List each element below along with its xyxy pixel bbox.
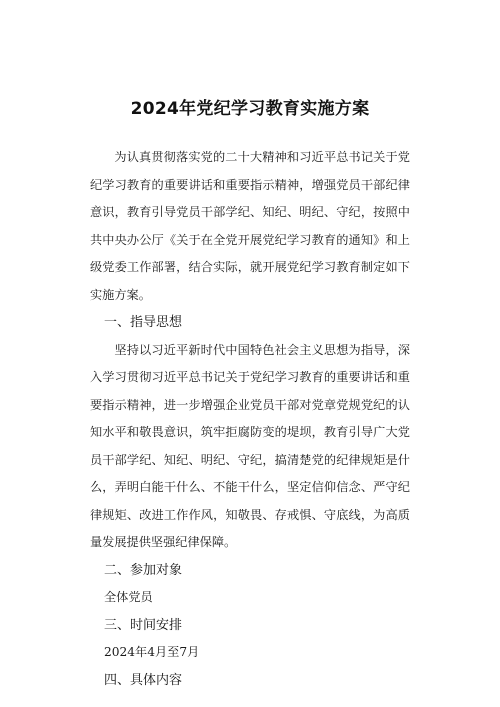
section-text-guiding-ideology: 坚持以习近平新时代中国特色社会主义思想为指导，深入学习贯彻习近平总书记关于党纪学习教育的重要讲话和重要指示精神，进一步增强企业党员干部对党章党规党纪的认知水平和敬畏意识，筑牢拒腐防变的堤坝，教育引导广大党员干部学纪、知纪、明纪、守纪，搞清楚党的纪律规矩是什么，弄明白能干什么、不能干什么，坚定信仰信念、严守纪律规矩、改进工作作风，知敬畏、存戒惧、守底线，为高质量发展提供坚强纪律保障。 xyxy=(90,342,410,549)
section-heading-content: 四、具体内容 xyxy=(104,672,183,688)
intro-paragraph: 为认真贯彻落实党的二十大精神和习近平总书记关于党纪学习教育的重要讲话和重要指示精神，增强党员干部纪律意识，教育引导党员干部学纪、知纪、明纪、守纪，按照中共中央办公厅《关于在全党开展党纪学习教育的通知》和上级党委工作部署，结合实际，就开展党纪学习教育制定如下实施方案。 xyxy=(90,150,410,302)
section-heading-schedule: 三、时间安排 xyxy=(104,617,183,633)
document-body xyxy=(90,144,410,694)
section-heading-guiding-ideology: 一、指导思想 xyxy=(104,315,183,330)
section-text-schedule: 2024年4月至7月 xyxy=(104,645,200,659)
document-title: 2024年党纪学习教育实施方案 xyxy=(130,99,370,119)
section-heading-participants: 二、参加对象 xyxy=(104,562,183,578)
section-text-participants: 全体党员 xyxy=(104,590,153,604)
